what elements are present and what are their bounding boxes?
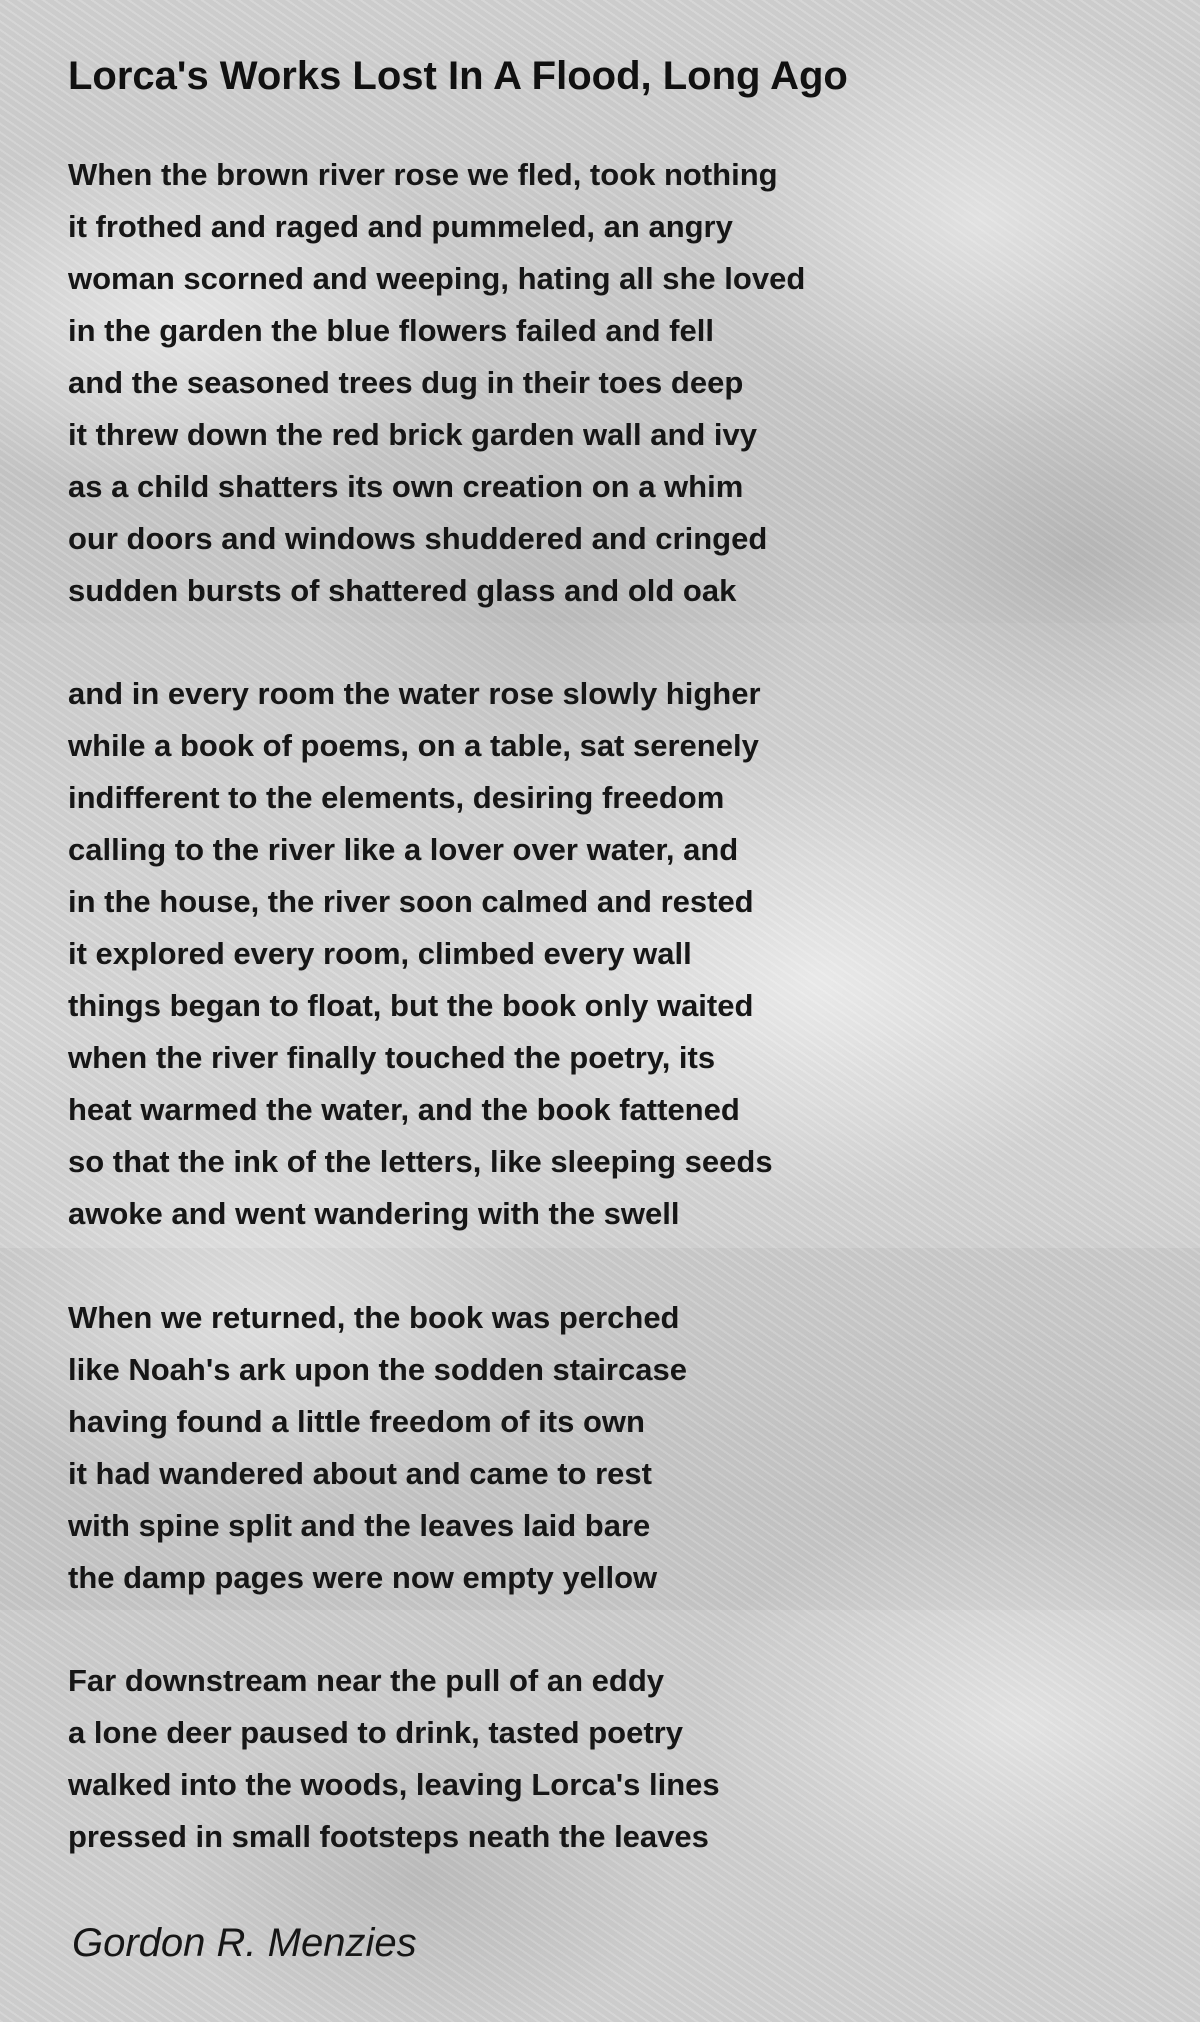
poem-line: and in every room the water rose slowly higher (68, 676, 761, 711)
poem-line: woman scorned and weeping, hating all she loved (68, 261, 806, 296)
poem-line: it had wandered about and came to rest (68, 1456, 652, 1491)
poem-line: it explored every room, climbed every wall (68, 936, 692, 971)
poem-line: heat warmed the water, and the book fattened (68, 1092, 740, 1127)
poem-line: indifferent to the elements, desiring freedom (68, 780, 725, 815)
poem-line: in the house, the river soon calmed and rested (68, 884, 754, 919)
poem-line: when the river finally touched the poetry, its (68, 1040, 716, 1075)
stanza-3 (68, 1292, 687, 1604)
poem-line: calling to the river like a lover over water, and (68, 832, 739, 867)
poem-line: our doors and windows shuddered and cringed (68, 521, 768, 556)
poem-line: Far downstream near the pull of an eddy (68, 1663, 664, 1698)
stanza-4 (68, 1655, 720, 1863)
poem-line: sudden bursts of shattered glass and old oak (68, 573, 737, 608)
poem-line: pressed in small footsteps neath the leaves (68, 1819, 709, 1854)
poem-line: awoke and went wandering with the swell (68, 1196, 680, 1231)
poem-line: When we returned, the book was perched (68, 1300, 680, 1335)
poem-line: and the seasoned trees dug in their toes deep (68, 365, 744, 400)
poem-line: with spine split and the leaves laid bare (68, 1508, 651, 1543)
poem-line: a lone deer paused to drink, tasted poetry (68, 1715, 683, 1750)
stanza-2 (68, 668, 773, 1240)
poem-line: things began to float, but the book only waited (68, 988, 754, 1023)
poem-line: it frothed and raged and pummeled, an angry (68, 209, 733, 244)
poem-line: as a child shatters its own creation on a whim (68, 469, 744, 504)
poem-line: so that the ink of the letters, like sleeping seeds (68, 1144, 773, 1179)
poem-line: When the brown river rose we fled, took nothing (68, 157, 778, 192)
poem-line: the damp pages were now empty yellow (68, 1560, 658, 1595)
poem-line: having found a little freedom of its own (68, 1404, 645, 1439)
poem-title: Lorca's Works Lost In A Flood, Long Ago (68, 54, 848, 98)
stanza-1 (68, 149, 805, 617)
poem-line: it threw down the red brick garden wall and ivy (68, 417, 758, 452)
poem-line: in the garden the blue flowers failed and fell (68, 313, 714, 348)
author-signature: Gordon R. Menzies (72, 1921, 417, 1965)
poem-line: while a book of poems, on a table, sat serenely (68, 728, 759, 763)
poem-line: like Noah's ark upon the sodden staircase (68, 1352, 687, 1387)
poem-line: walked into the woods, leaving Lorca's lines (68, 1767, 720, 1802)
